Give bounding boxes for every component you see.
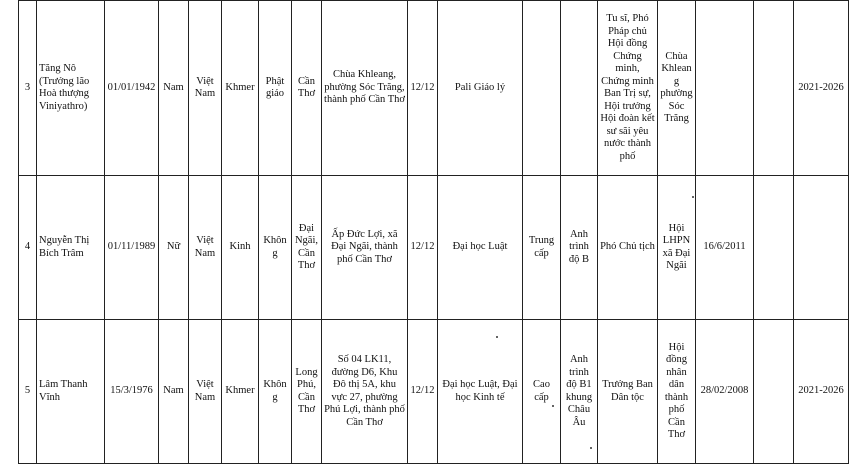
term: 2021-2026 [794, 320, 849, 464]
religion: Phật giáo [259, 1, 292, 176]
table-row [19, 176, 849, 320]
full-name: Lâm Thanh Vĩnh [37, 320, 105, 464]
political-theory [523, 1, 561, 176]
ethnicity: Kinh [222, 176, 259, 320]
foreign-language: Anh trình độ B1 khung Châu Âu [561, 320, 598, 464]
full-name: Nguyễn Thị Bích Trâm [37, 176, 105, 320]
degree: Đại học Luật, Đại học Kinh tế [438, 320, 523, 464]
table-row [19, 1, 849, 176]
row-number: 4 [19, 176, 37, 320]
sex: Nữ [159, 176, 189, 320]
degree: Đại học Luật [438, 176, 523, 320]
scan-speck [692, 196, 694, 198]
nationality: Việt Nam [189, 320, 222, 464]
hometown: Cần Thơ [292, 1, 322, 176]
extra-column [754, 1, 794, 176]
foreign-language: Anh trình độ B [561, 176, 598, 320]
date-of-birth: 01/01/1942 [105, 1, 159, 176]
ethnicity: Khmer [222, 320, 259, 464]
political-theory: Trung cấp [523, 176, 561, 320]
religion: Không [259, 320, 292, 464]
date-of-birth: 15/3/1976 [105, 320, 159, 464]
row-number: 3 [19, 1, 37, 176]
hometown: Long Phú, Cần Thơ [292, 320, 322, 464]
extra-column [754, 176, 794, 320]
table-row [19, 320, 849, 464]
scan-speck [590, 447, 592, 449]
general-education: 12/12 [408, 320, 438, 464]
full-name: Tăng Nô (Trưởng lão Hoà thượng Viniyathro) [37, 1, 105, 176]
general-education: 12/12 [408, 1, 438, 176]
party-join-date: 16/6/2011 [696, 176, 754, 320]
date-of-birth: 01/11/1989 [105, 176, 159, 320]
workplace: Hội đồng nhân dân thành phố Cần Thơ [658, 320, 696, 464]
degree: Pali Giáo lý [438, 1, 523, 176]
hometown: Đại Ngãi, Cần Thơ [292, 176, 322, 320]
party-join-date: 28/02/2008 [696, 320, 754, 464]
position: Tu sĩ, Phó Pháp chủ Hội đồng Chứng minh, Chứng minh Ban Trị sự, Hội trưởng Hội đoàn kết sư sãi yêu nước thành phố [598, 1, 658, 176]
term: 2021-2026 [794, 1, 849, 176]
term [794, 176, 849, 320]
residence: Ấp Đức Lợi, xã Đại Ngãi, thành phố Cần Thơ [322, 176, 408, 320]
position: Trưởng Ban Dân tộc [598, 320, 658, 464]
residence: Số 04 LK11, đường D6, Khu Đô thị 5A, khu vực 27, phường Phú Lợi, thành phố Cần Thơ [322, 320, 408, 464]
extra-column [754, 320, 794, 464]
nationality: Việt Nam [189, 176, 222, 320]
scan-speck [552, 405, 554, 407]
sex: Nam [159, 320, 189, 464]
candidate-table [18, 0, 849, 464]
residence: Chùa Khleang, phường Sóc Trăng, thành phố Cần Thơ [322, 1, 408, 176]
sex: Nam [159, 1, 189, 176]
ethnicity: Khmer [222, 1, 259, 176]
row-number: 5 [19, 320, 37, 464]
position: Phó Chủ tịch [598, 176, 658, 320]
scan-speck [496, 336, 498, 338]
foreign-language [561, 1, 598, 176]
workplace: Chùa Khleang phường Sóc Trăng [658, 1, 696, 176]
political-theory: Cao cấp [523, 320, 561, 464]
general-education: 12/12 [408, 176, 438, 320]
workplace: Hội LHPN xã Đại Ngãi [658, 176, 696, 320]
party-join-date [696, 1, 754, 176]
nationality: Việt Nam [189, 1, 222, 176]
religion: Không [259, 176, 292, 320]
